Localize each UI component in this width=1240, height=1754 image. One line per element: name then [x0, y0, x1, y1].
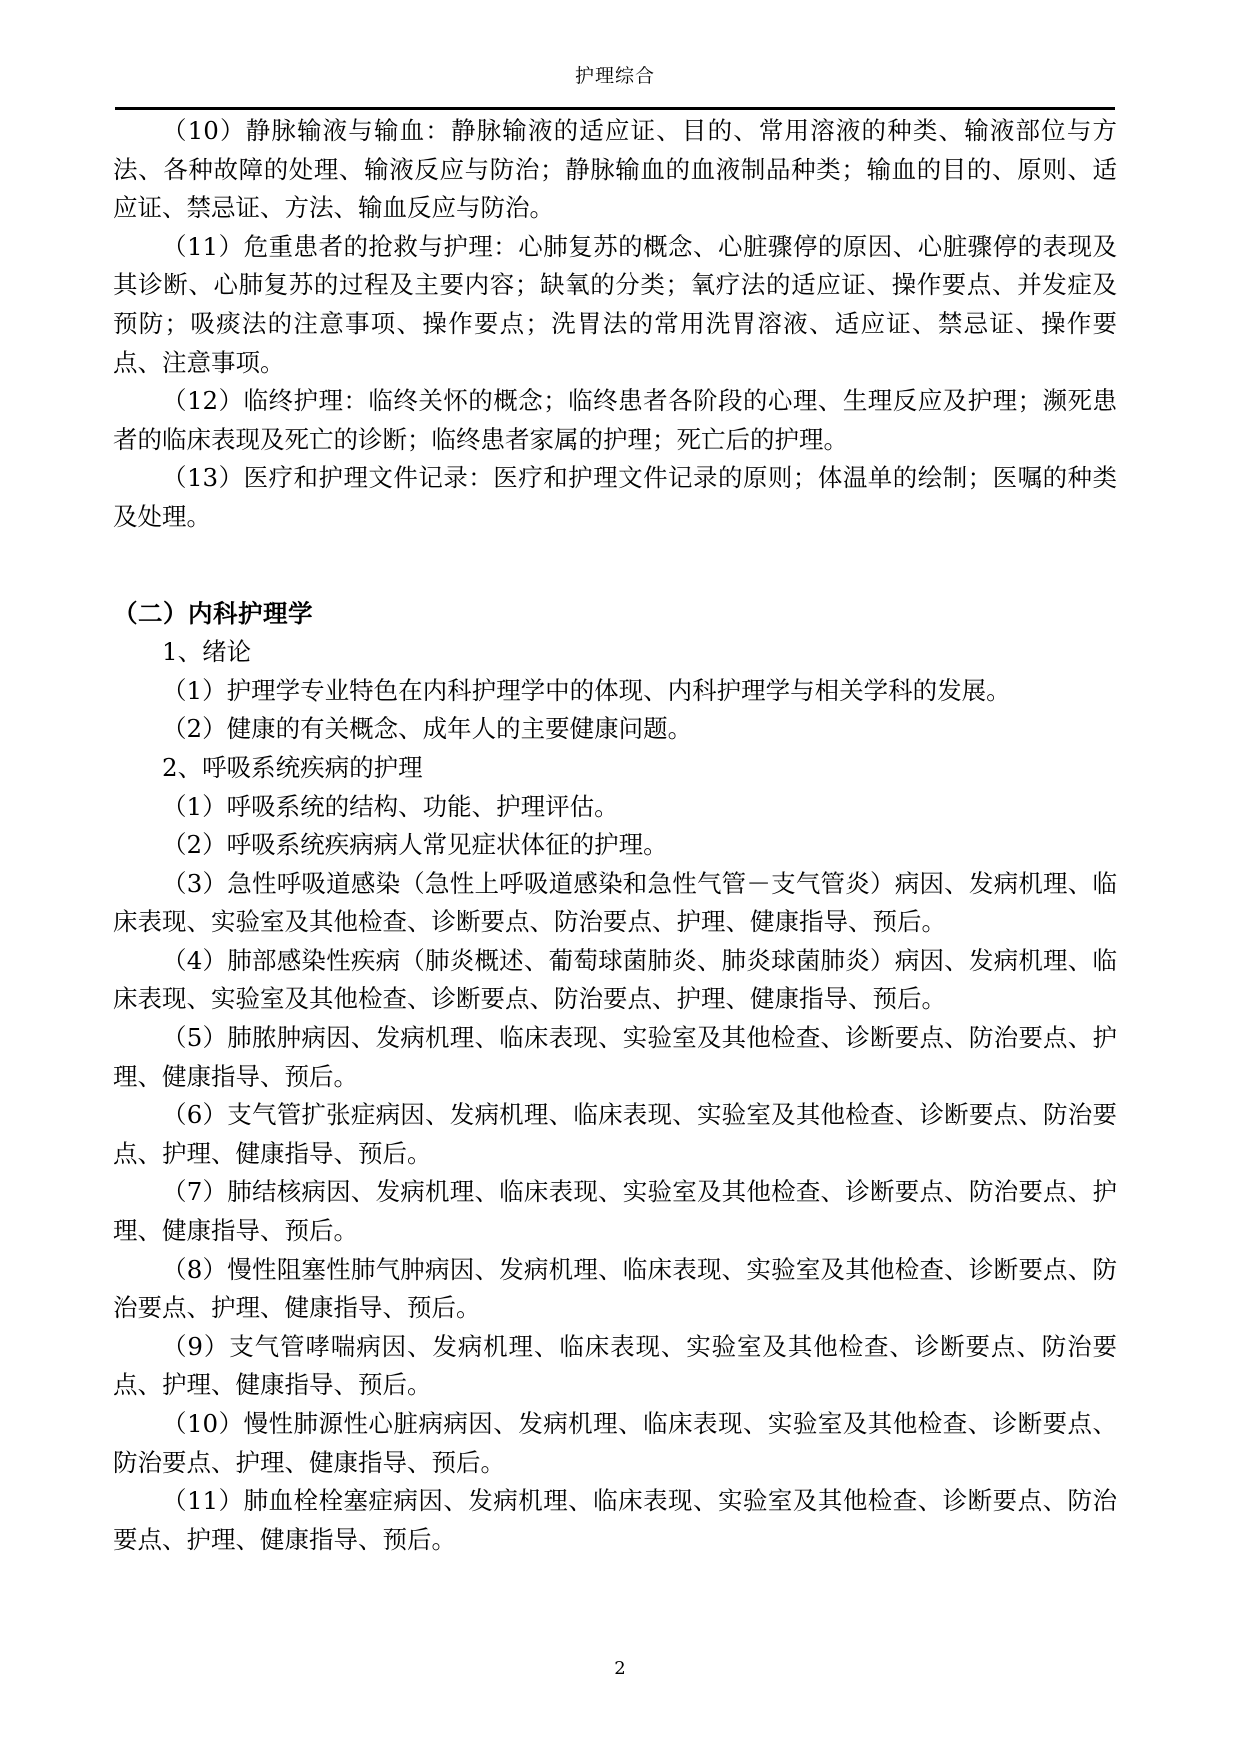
subsection-2-item-6: （6）支气管扩张症病因、发病机理、临床表现、实验室及其他检查、诊断要点、防治要点、护理、健康指导、预后。 — [113, 1100, 1117, 1168]
paragraph-item-12: （12）临终护理：临终关怀的概念；临终患者各阶段的心理、生理反应及护理；濒死患者的临床表现及死亡的诊断；临终患者家属的护理；死亡后的护理。 — [113, 386, 1117, 454]
subsection-2-item-11: （11）肺血栓栓塞症病因、发病机理、临床表现、实验室及其他检查、诊断要点、防治要点、护理、健康指导、预后。 — [113, 1486, 1117, 1554]
subsection-1-item-1: （1）护理学专业特色在内科护理学中的体现、内科护理学与相关学科的发展。 — [162, 675, 1011, 705]
subsection-1-item-2: （2）健康的有关概念、成年人的主要健康问题。 — [162, 714, 693, 744]
subsection-2-item-9: （9）支气管哮喘病因、发病机理、临床表现、实验室及其他检查、诊断要点、防治要点、护理、健康指导、预后。 — [113, 1331, 1117, 1400]
header-divider-rule — [115, 107, 1115, 110]
document-body — [113, 112, 1117, 1559]
running-header — [115, 62, 1115, 90]
paragraph-item-10: （10）静脉输液与输血：静脉输液的适应证、目的、常用溶液的种类、输液部位与方法、各种故障的处理、输液反应与防治；静脉输血的血液制品种类；输血的目的、原则、适应证、禁忌证、方法、输血反应与防治。 — [113, 116, 1117, 223]
subsection-2-item-7: （7）肺结核病因、发病机理、临床表现、实验室及其他检查、诊断要点、防治要点、护理、健康指导、预后。 — [113, 1177, 1117, 1246]
page-number: 2 — [614, 1658, 626, 1679]
subsection-2-item-8: （8）慢性阻塞性肺气肿病因、发病机理、临床表现、实验室及其他检查、诊断要点、防治要点、护理、健康指导、预后。 — [113, 1254, 1117, 1323]
subsection-2-item-10: （10）慢性肺源性心脏病病因、发病机理、临床表现、实验室及其他检查、诊断要点、防治要点、护理、健康指导、预后。 — [113, 1409, 1117, 1477]
section-spacer — [113, 537, 1117, 595]
subsection-2-item-3: （3）急性呼吸道感染（急性上呼吸道感染和急性气管－支气管炎）病因、发病机理、临床表现、实验室及其他检查、诊断要点、防治要点、护理、健康指导、预后。 — [113, 868, 1117, 937]
subsection-2-item-4: （4）肺部感染性疾病（肺炎概述、葡萄球菌肺炎、肺炎球菌肺炎）病因、发病机理、临床表现、实验室及其他检查、诊断要点、防治要点、护理、健康指导、预后。 — [113, 945, 1117, 1014]
subsection-title-introduction: 1、绪论 — [162, 637, 252, 667]
section-heading-two: （二）内科护理学 — [113, 598, 313, 628]
subsection-2-item-1: （1）呼吸系统的结构、功能、护理评估。 — [162, 791, 619, 821]
header-title: 护理综合 — [574, 65, 655, 87]
paragraph-item-11: （11）危重患者的抢救与护理：心肺复苏的概念、心脏骤停的原因、心脏骤停的表现及其诊断、心肺复苏的过程及主要内容；缺氧的分类；氧疗法的适应证、操作要点、并发症及预防；吸痰法的注意事项、操作要点；洗胃法的常用洗胃溶液、适应证、禁忌证、操作要点、注意事项。 — [113, 231, 1117, 377]
subsection-2-item-2: （2）呼吸系统疾病病人常见症状体征的护理。 — [162, 830, 668, 860]
subsection-title-respiratory: 2、呼吸系统疾病的护理 — [162, 752, 423, 782]
subsection-2-item-5: （5）肺脓肿病因、发病机理、临床表现、实验室及其他检查、诊断要点、防治要点、护理、健康指导、预后。 — [113, 1023, 1117, 1091]
paragraph-item-13: （13）医疗和护理文件记录：医疗和护理文件记录的原则；体温单的绘制；医嘱的种类及处理。 — [113, 463, 1117, 531]
